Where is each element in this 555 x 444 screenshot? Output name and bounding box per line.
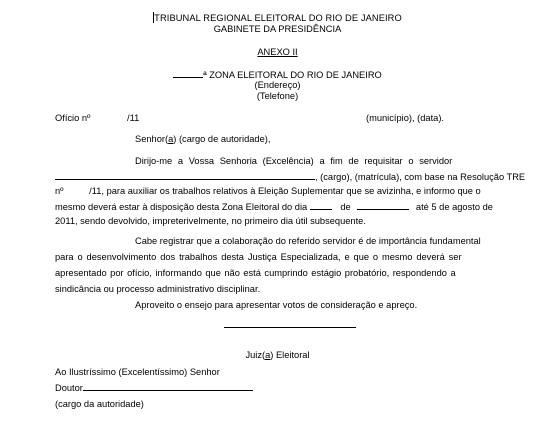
oficio-year: /11 bbox=[127, 113, 140, 123]
addressee-line-1: Ao Ilustríssimo (Excelentíssimo) Senhor bbox=[55, 367, 220, 377]
oficio-label: Ofício nº bbox=[55, 113, 91, 123]
servant-name-blank bbox=[55, 171, 315, 180]
zone-phone: (Telefone) bbox=[256, 91, 299, 101]
paragraph-1-line-5: 2011, sendo devolvido, impreterivelmente, no primeiro dia útil subsequente. bbox=[55, 216, 366, 226]
addressee-line-2: Doutor bbox=[55, 382, 253, 394]
paragraph-2-line-4: sindicância ou processo administrativo disciplinar. bbox=[55, 284, 261, 294]
start-day-blank bbox=[310, 201, 332, 210]
oficio-place-date: (município), (data). bbox=[366, 113, 445, 123]
paragraph-1-line-2: , (cargo), (matrícula), com base na Resolução TRE bbox=[55, 171, 525, 183]
zone-line: ª ZONA ELEITORAL DO RIO DE JANEIRO bbox=[0, 69, 555, 81]
document-header-office: GABINETE DA PRESIDÊNCIA bbox=[213, 24, 342, 34]
addressee-name-blank bbox=[83, 382, 253, 391]
zone-number-blank bbox=[173, 69, 203, 78]
zone-address: (Endereço) bbox=[254, 80, 301, 90]
paragraph-2-line-3: apresentado por ofício, informando que não está cumprindo estágio probatório, respondendo a bbox=[55, 268, 456, 278]
annex-title: ANEXO II bbox=[257, 47, 298, 57]
start-month-blank bbox=[357, 201, 409, 210]
paragraph-2-line-2: para o desenvolvimento dos trabalhos desta Justiça Especializada, e que o mesmo deverá ser bbox=[55, 252, 462, 262]
paragraph-3: Aproveito o ensejo para apresentar votos de consideração e apreço. bbox=[135, 300, 418, 310]
signature-title: Juiz(a) Eleitoral bbox=[245, 350, 310, 360]
document-header-institution: TRIBUNAL REGIONAL ELEITORAL DO RIO DE JANEIRO bbox=[154, 13, 402, 23]
signature-line bbox=[224, 327, 356, 328]
paragraph-1-line-3: nº /11, para auxiliar os trabalhos relativos à Eleição Suplementar que se avizinha, e informo que o bbox=[55, 186, 481, 196]
paragraph-1-line-4: mesmo deverá estar à disposição desta Zona Eleitoral do dia de até 5 de agosto de bbox=[55, 202, 493, 212]
paragraph-1-line-1: Dirijo-me a Vossa Senhoria (Excelência) a fim de requisitar o servidor bbox=[135, 156, 453, 166]
paragraph-2-line-1: Cabe registrar que a colaboração do referido servidor é de importância fundamental bbox=[135, 236, 481, 246]
addressee-line-3: (cargo da autoridade) bbox=[55, 399, 144, 409]
salutation: Senhor(a) (cargo de autoridade), bbox=[135, 134, 271, 144]
